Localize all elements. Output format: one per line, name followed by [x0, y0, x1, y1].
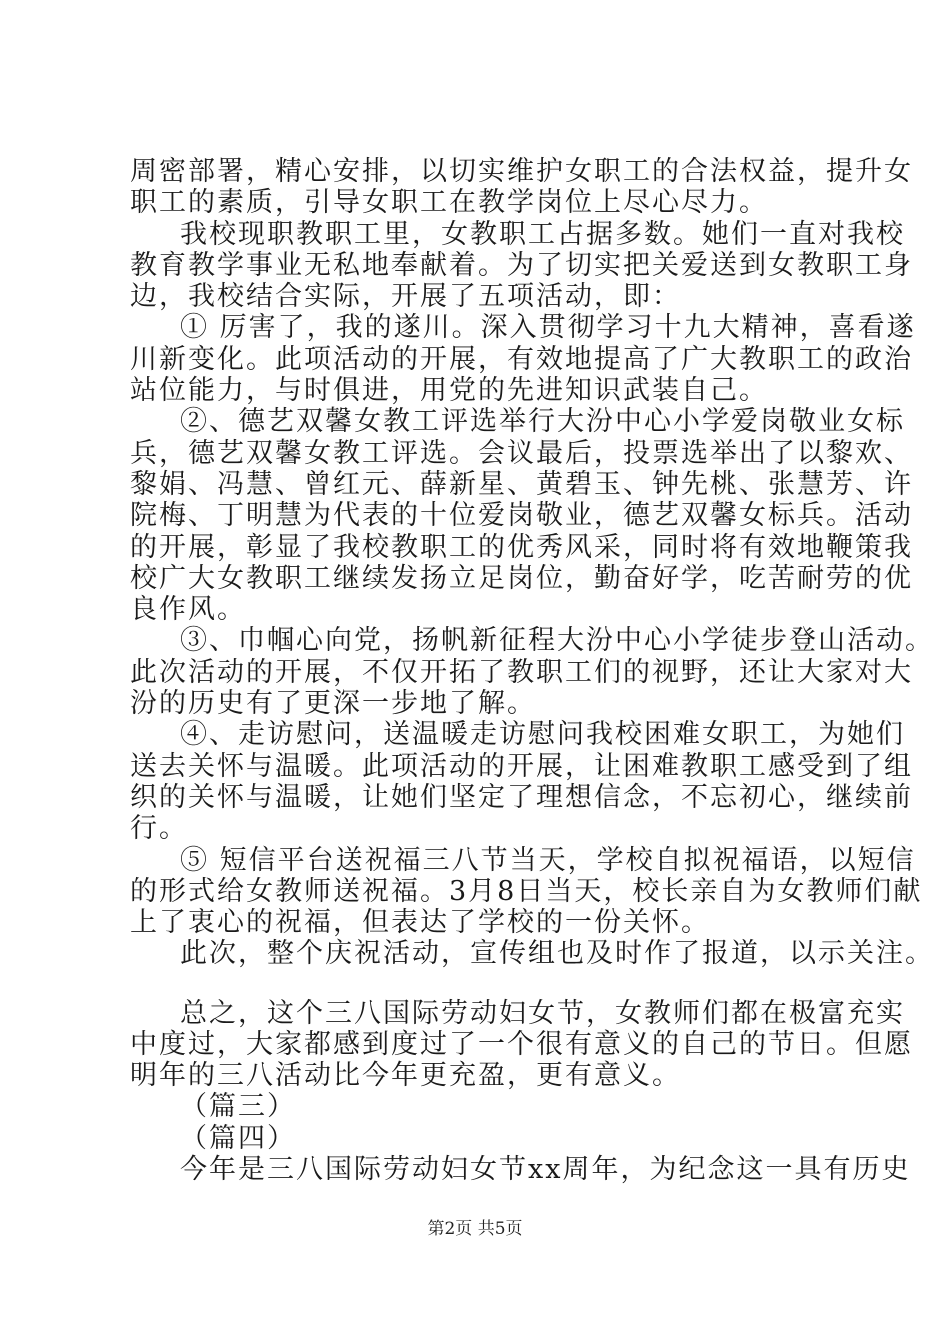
text-line: 汾的历史有了更深一步地了解。: [130, 688, 536, 719]
text-line: 行。: [130, 813, 188, 844]
text-line: 院梅、丁明慧为代表的十位爱岗敬业，德艺双馨女标兵。活动: [130, 500, 913, 531]
text-line: 教育教学事业无私地奉献着。为了切实把关爱送到女教职工身: [130, 250, 913, 281]
text-line: 校广大女教职工继续发扬立足岗位，勤奋好学，吃苦耐劳的优: [130, 563, 913, 594]
text-line: ⑤ 短信平台送祝福三八节当天，学校自拟祝福语，以短信: [180, 845, 916, 876]
text-line: 送去关怀与温暖。此项活动的开展，让困难教职工感受到了组: [130, 751, 913, 782]
text-line: ②、德艺双馨女教工评选举行大汾中心小学爱岗敬业女标: [180, 406, 905, 437]
text-line: 此次活动的开展，不仅开拓了教职工们的视野，还让大家对大: [130, 657, 913, 688]
text-line: 上了衷心的祝福，但表达了学校的一份关怀。: [130, 907, 710, 938]
text-line: 织的关怀与温暖，让她们坚定了理想信念，不忘初心，继续前: [130, 782, 913, 813]
text-line: 总之，这个三八国际劳动妇女节，女教师们都在极富充实: [180, 998, 905, 1029]
text-line: 明年的三八活动比今年更充盈，更有意义。: [130, 1060, 681, 1091]
text-line: ④、走访慰问，送温暖走访慰问我校困难女职工，为她们: [180, 719, 905, 750]
text-line: 站位能力，与时俱进，用党的先进知识武装自己。: [130, 375, 768, 406]
text-line: 我校现职教职工里，女教职工占据多数。她们一直对我校: [180, 219, 905, 250]
text-line: 职工的素质，引导女职工在教学岗位上尽心尽力。: [130, 187, 768, 218]
text-line: ③、巾帼心向党，扬帆新征程大汾中心小学徒步登山活动。: [180, 625, 934, 656]
text-line: 川新变化。此项活动的开展，有效地提高了广大教职工的政治: [130, 344, 913, 375]
text-line: 今年是三八国际劳动妇女节xx周年，为纪念这一具有历史: [180, 1154, 911, 1185]
text-line: 中度过，大家都感到度过了一个很有意义的自己的节日。但愿: [130, 1029, 913, 1060]
text-line: 良作风。: [130, 594, 246, 625]
text-line: 此次，整个庆祝活动，宣传组也及时作了报道，以示关注。: [180, 938, 934, 969]
page-number-footer: 第2页 共5页: [427, 1219, 523, 1239]
text-line: 的开展，彰显了我校教职工的优秀风采，同时将有效地鞭策我: [130, 532, 913, 563]
text-line: 周密部署，精心安排，以切实维护女职工的合法权益，提升女: [130, 156, 913, 187]
text-line: 的形式给女教师送祝福。3月8日当天，校长亲自为女教师们献: [130, 876, 923, 907]
text-line: 边，我校结合实际，开展了五项活动，即：: [130, 281, 681, 312]
text-line: 黎娟、冯慧、曾红元、薛新星、黄碧玉、钟先桃、张慧芳、许: [130, 469, 913, 500]
text-line: 兵，德艺双馨女教工评选。会议最后，投票选举出了以黎欢、: [130, 438, 913, 469]
text-line: （篇四）: [180, 1123, 296, 1154]
text-line: （篇三）: [180, 1091, 296, 1122]
text-line: ① 厉害了，我的遂川。深入贯彻学习十九大精神，喜看遂: [180, 312, 916, 343]
